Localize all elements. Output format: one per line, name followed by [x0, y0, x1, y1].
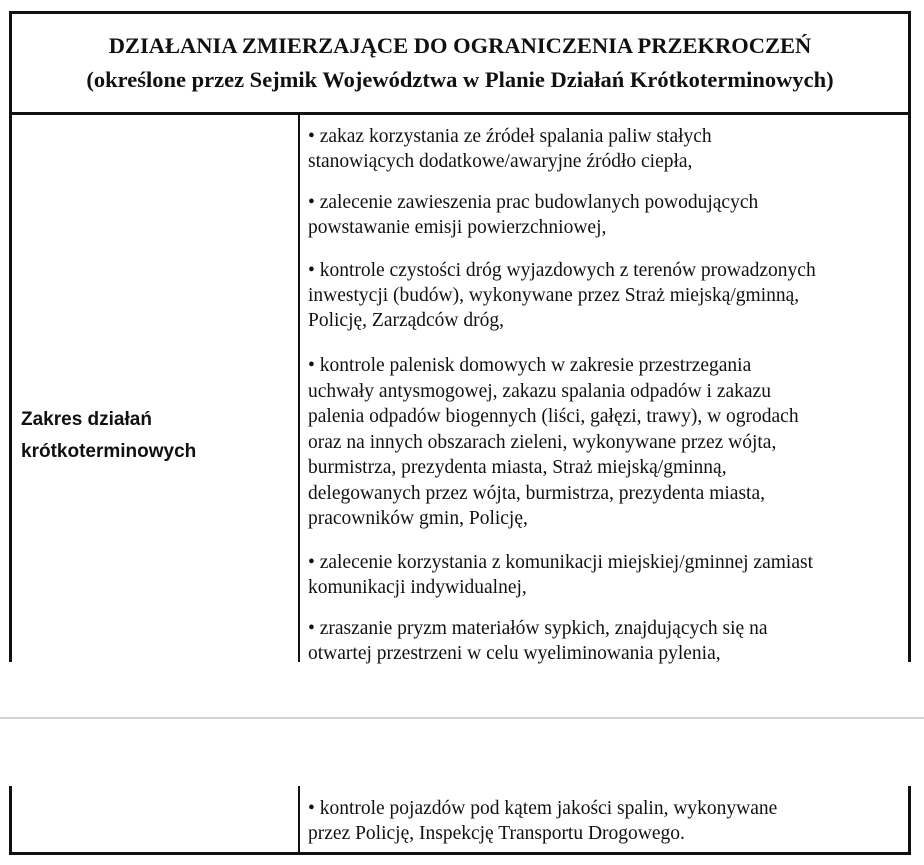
list-item: • zalecenie zawieszenia prac budowlanych powodujących powstawanie emisji powierzchniowej,: [308, 192, 759, 238]
list-item: • kontrole pojazdów pod kątem jakości spalin, wykonywane przez Policję, Inspekcję Transportu Drogowego.: [308, 798, 778, 844]
column-divider: [298, 115, 300, 662]
table-header: [12, 14, 908, 115]
row-label: [21, 404, 291, 468]
table-top-section: [9, 11, 911, 662]
header-subtitle: (określone przez Sejmik Województwa w Planie Działań Krótkoterminowych): [86, 67, 834, 92]
row-label-line-2: krótkoterminowych: [21, 441, 197, 462]
page-break-divider: [0, 717, 924, 719]
list-item: • zakaz korzystania ze źródeł spalania paliw stałych stanowiących dodatkowe/awaryjne źródło ciepła,: [308, 126, 712, 172]
list-item: • zalecenie korzystania z komunikacji miejskiej/gminnej zamiast komunikacji indywidualnej,: [308, 551, 813, 598]
header-title: DZIAŁANIA ZMIERZAJĄCE DO OGRANICZENIA PRZEKROCZEŃ: [108, 33, 812, 58]
list-item: • kontrole palenisk domowych w zakresie przestrzegania uchwały antysmogowej, zakazu spalania odpadów i zakazu palenia odpadów biogennych (liści, gałęzi, trawy), w ogrodach oraz na innych obszarach zieleni, wykonywane przez wójta, burmistrza, prezydenta miasta, Straż miejską/gminną, delegowanych przez wójta, burmistrza, prezydenta miasta, pracowników gmin, Policję,: [308, 355, 799, 529]
row-content: [308, 124, 908, 682]
table-continued-section: [9, 786, 911, 855]
row-label-line-1: Zakres działań: [21, 409, 152, 430]
row-content-continued: [308, 796, 908, 862]
list-item: • zraszanie pryzm materiałów sypkich, znajdujących się na otwartej przestrzeni w celu wyeliminowania pylenia,: [308, 617, 768, 664]
list-item: • kontrole czystości dróg wyjazdowych z terenów prowadzonych inwestycji (budów), wykonywane przez Straż miejską/gminną, Policję, Zarządców dróg,: [308, 260, 816, 331]
column-divider: [298, 786, 300, 852]
